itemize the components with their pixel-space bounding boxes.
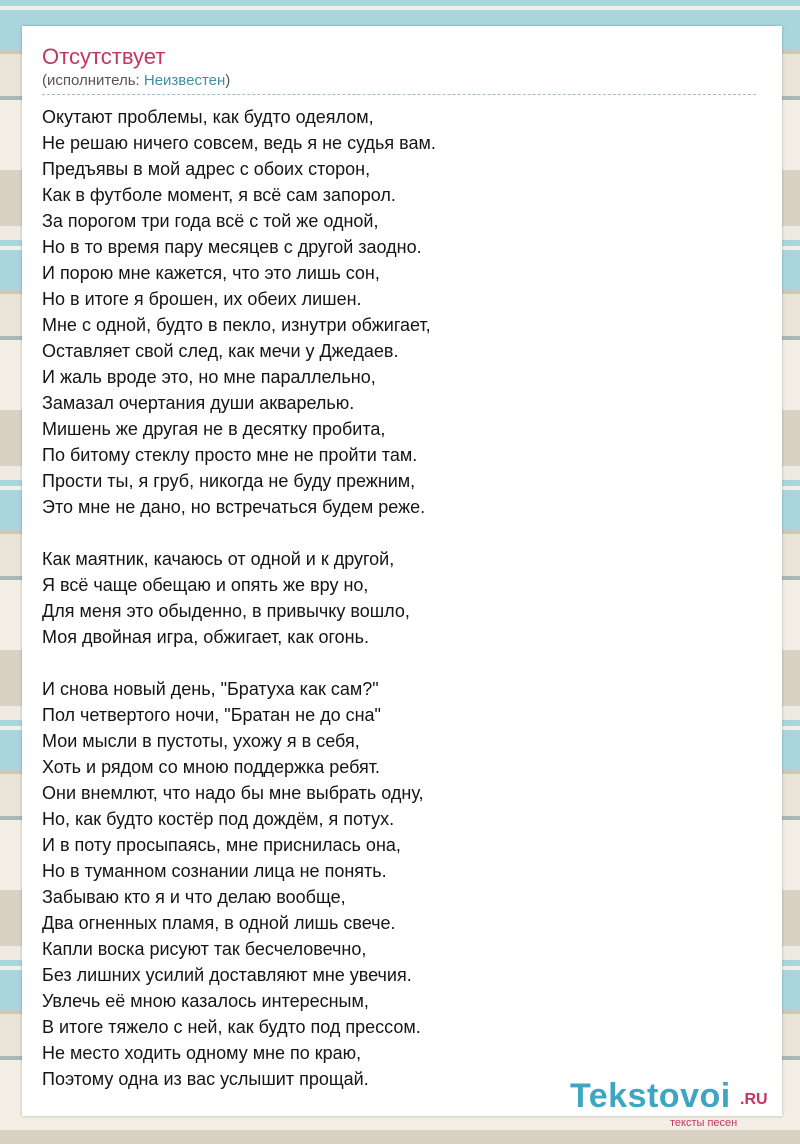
lyric-line: Но в итоге я брошен, их обеих лишен. bbox=[42, 289, 362, 309]
performer-link[interactable]: Неизвестен bbox=[143, 72, 226, 89]
lyric-line: И в поту просыпаясь, мне приснилась она, bbox=[42, 835, 401, 855]
lyric-line: Для меня это обыденно, в привычку вошло, bbox=[42, 601, 410, 621]
lyric-line: Мои мысли в пустоты, ухожу я в себя, bbox=[42, 731, 360, 751]
lyric-line: Забываю кто я и что делаю вообще, bbox=[42, 887, 346, 907]
lyric-line: Не решаю ничего совсем, ведь я не судья вам. bbox=[42, 133, 436, 153]
performer-prefix: (исполнитель: bbox=[42, 72, 144, 89]
lyric-line: И порою мне кажется, что это лишь сон, bbox=[42, 263, 380, 283]
lyric-line: По битому стеклу просто мне не пройти там. bbox=[42, 445, 418, 465]
performer-line bbox=[42, 72, 230, 89]
lyrics-stanza bbox=[42, 546, 742, 650]
lyric-line: Пол четвертого ночи, "Братан не до сна" bbox=[42, 705, 381, 725]
lyric-line: И жаль вроде это, но мне параллельно, bbox=[42, 367, 376, 387]
lyric-line: Не место ходить одному мне по краю, bbox=[42, 1043, 362, 1063]
lyrics-body bbox=[42, 104, 742, 1118]
lyric-line: Они внемлют, что надо бы мне выбрать одну, bbox=[42, 783, 424, 803]
lyric-line: Мишень же другая не в десятку пробита, bbox=[42, 419, 386, 439]
lyric-line: Предъявы в мой адрес с обоих сторон, bbox=[42, 159, 371, 179]
lyrics-card bbox=[22, 26, 782, 1129]
song-title: Отсутствует bbox=[42, 44, 166, 69]
lyric-line: Как маятник, качаюсь от одной и к другой, bbox=[42, 549, 395, 569]
performer-suffix: ) bbox=[225, 72, 231, 89]
lyric-line: Два огненных пламя, в одной лишь свече. bbox=[42, 913, 396, 933]
lyric-line: Окутают проблемы, как будто одеялом, bbox=[42, 107, 374, 127]
lyric-line: Моя двойная игра, обжигает, как огонь. bbox=[42, 627, 369, 647]
lyric-line: За порогом три года всё с той же одной, bbox=[42, 211, 379, 231]
lyric-line: Замазал очертания души акварелью. bbox=[42, 393, 355, 413]
logo-wordmark: Tekstovoi bbox=[570, 1077, 731, 1115]
lyric-line: Поэтому одна из вас услышит прощай. bbox=[42, 1069, 369, 1089]
lyric-line: Хоть и рядом со мною поддержка ребят. bbox=[42, 757, 381, 777]
lyric-line: И снова новый день, "Братуха как сам?" bbox=[42, 679, 379, 699]
logo-domain: .RU bbox=[740, 1091, 768, 1108]
lyric-line: Увлечь её мною казалось интересным, bbox=[42, 991, 369, 1011]
lyric-line: Капли воска рисуют так бесчеловечно, bbox=[42, 939, 367, 959]
lyric-line: Я всё чаще обещаю и опять же вру но, bbox=[42, 575, 369, 595]
lyrics-stanza bbox=[42, 104, 742, 520]
lyric-line: Это мне не дано, но встречаться будем реже. bbox=[42, 497, 426, 517]
site-logo[interactable] bbox=[570, 1077, 780, 1137]
lyric-line: В итоге тяжело с ней, как будто под прессом. bbox=[42, 1017, 421, 1037]
lyric-line: Но, как будто костёр под дождём, я потух. bbox=[42, 809, 395, 829]
lyrics-stanza bbox=[42, 676, 742, 1092]
lyric-line: Мне с одной, будто в пекло, изнутри обжигает, bbox=[42, 315, 431, 335]
lyric-line: Но в то время пару месяцев с другой заодно. bbox=[42, 237, 422, 257]
lyric-line: Оставляет свой след, как мечи у Джедаев. bbox=[42, 341, 399, 361]
lyric-line: Прости ты, я груб, никогда не буду прежним, bbox=[42, 471, 416, 491]
header-divider bbox=[42, 94, 756, 95]
logo-tagline: тексты песен bbox=[670, 1117, 738, 1129]
lyric-line: Как в футболе момент, я всё сам запорол. bbox=[42, 185, 396, 205]
lyric-line: Но в туманном сознании лица не понять. bbox=[42, 861, 387, 881]
lyric-line: Без лишних усилий доставляют мне увечия. bbox=[42, 965, 412, 985]
